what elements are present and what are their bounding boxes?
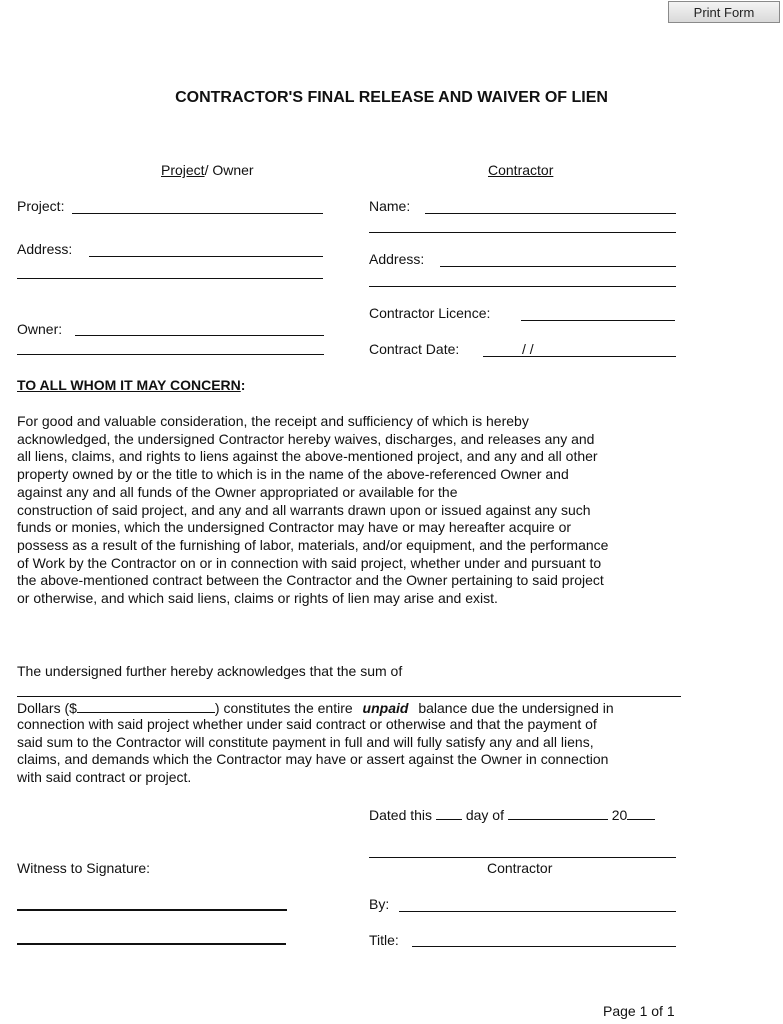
year-prefix: 20	[611, 807, 628, 823]
dated-this-label: Dated this	[369, 807, 433, 823]
dollars-middle: ) constitutes the entire	[214, 700, 353, 716]
contractor-heading: Contractor	[488, 162, 554, 178]
month-field[interactable]	[508, 806, 608, 820]
page-number: Page 1 of 1	[603, 1003, 675, 1019]
name-label: Name:	[369, 198, 411, 214]
name-field-2[interactable]	[369, 232, 676, 233]
licence-field[interactable]	[521, 320, 675, 321]
contract-date-separators: / /	[522, 341, 534, 357]
dollars-line	[17, 699, 614, 716]
contract-date-field[interactable]	[483, 356, 676, 357]
address-label: Address:	[17, 241, 73, 257]
by-field[interactable]	[399, 911, 676, 912]
contract-date-label: Contract Date:	[369, 341, 460, 357]
contractor-signature-field[interactable]	[369, 857, 676, 858]
payment-paragraph	[17, 716, 687, 787]
dated-line	[369, 806, 655, 823]
witness-signature-field-1[interactable]	[17, 909, 287, 911]
owner-field-2[interactable]	[17, 354, 324, 355]
document-title: CONTRACTOR'S FINAL RELEASE AND WAIVER OF LIEN	[175, 89, 608, 106]
day-of-label: day of	[465, 807, 504, 823]
licence-label: Contractor Licence:	[369, 305, 491, 321]
paragraph-line: said sum to the Contractor will constitute payment in full and will fully satisfy any and all liens,	[17, 733, 594, 750]
witness-signature-field-2[interactable]	[17, 943, 286, 945]
owner-field-1[interactable]	[75, 335, 324, 336]
concern-text: TO ALL WHOM IT MAY CONCERN	[17, 377, 241, 393]
print-form-button[interactable]: Print Form	[668, 1, 780, 23]
paragraph-line: connection with said project whether under said contract or otherwise and that the payment of	[17, 716, 597, 732]
paragraph-line: construction of said project, and any and all warrants drawn upon or issued against any such	[17, 501, 591, 518]
by-label: By:	[369, 896, 390, 912]
paragraph-line: claims, and demands which the Contractor may have or assert against the Owner in connection	[17, 751, 609, 768]
year-field[interactable]	[627, 806, 655, 820]
sum-words-field[interactable]	[17, 696, 681, 697]
address-field-1[interactable]	[89, 256, 323, 257]
paragraph-line: or otherwise, and which said liens, claims or rights of lien may arise and exist.	[17, 590, 498, 607]
paragraph-line: of Work by the Contractor on or in connection with said project, whether under and pursuant to	[17, 554, 602, 571]
paragraph-line: with said contract or project.	[17, 769, 192, 786]
project-heading-word: Project	[161, 162, 205, 178]
day-field[interactable]	[436, 806, 462, 820]
paragraph-line: For good and valuable consideration, the receipt and sufficiency of which is hereby	[17, 413, 529, 429]
paragraph-line: against any and all funds of the Owner appropriated or available for the	[17, 483, 458, 500]
contractor-signature-label: Contractor	[487, 860, 553, 876]
concern-heading	[17, 377, 245, 393]
project-field[interactable]	[72, 213, 323, 214]
dollar-amount-field[interactable]	[77, 699, 215, 713]
unpaid-word: unpaid	[362, 700, 409, 716]
contractor-address-field-1[interactable]	[440, 266, 676, 267]
project-owner-heading	[161, 162, 254, 178]
owner-label: Owner:	[17, 321, 63, 337]
concern-colon: :	[240, 377, 246, 393]
dollars-label: Dollars ($	[17, 700, 77, 716]
paragraph-line: all liens, claims, and rights to liens against the above-mentioned project, and any and all other	[17, 448, 598, 465]
project-label: Project:	[17, 198, 65, 214]
sum-intro: The undersigned further hereby acknowledges that the sum of	[17, 663, 403, 679]
title-field[interactable]	[412, 946, 676, 947]
paragraph-line: acknowledged, the undersigned Contractor hereby waives, discharges, and releases any and	[17, 430, 595, 447]
title-label: Title:	[369, 932, 399, 948]
contractor-address-field-2[interactable]	[369, 286, 676, 287]
paragraph-line: property owned by or the title to which is in the name of the above-referenced Owner and	[17, 466, 569, 483]
address-field-2[interactable]	[17, 278, 323, 279]
contractor-address-label: Address:	[369, 251, 425, 267]
release-paragraph	[17, 413, 687, 608]
dollars-end: balance due the undersigned in	[418, 700, 614, 716]
name-field-1[interactable]	[425, 213, 676, 214]
paragraph-line: possess as a result of the furnishing of labor, materials, and/or equipment, and the performance	[17, 536, 609, 553]
paragraph-line: the above-mentioned contract between the Contractor and the Owner pertaining to said project	[17, 572, 604, 589]
witness-label: Witness to Signature:	[17, 860, 151, 876]
owner-heading-word: / Owner	[204, 162, 254, 178]
paragraph-line: funds or monies, which the undersigned Contractor may have or may hereafter acquire or	[17, 519, 572, 536]
